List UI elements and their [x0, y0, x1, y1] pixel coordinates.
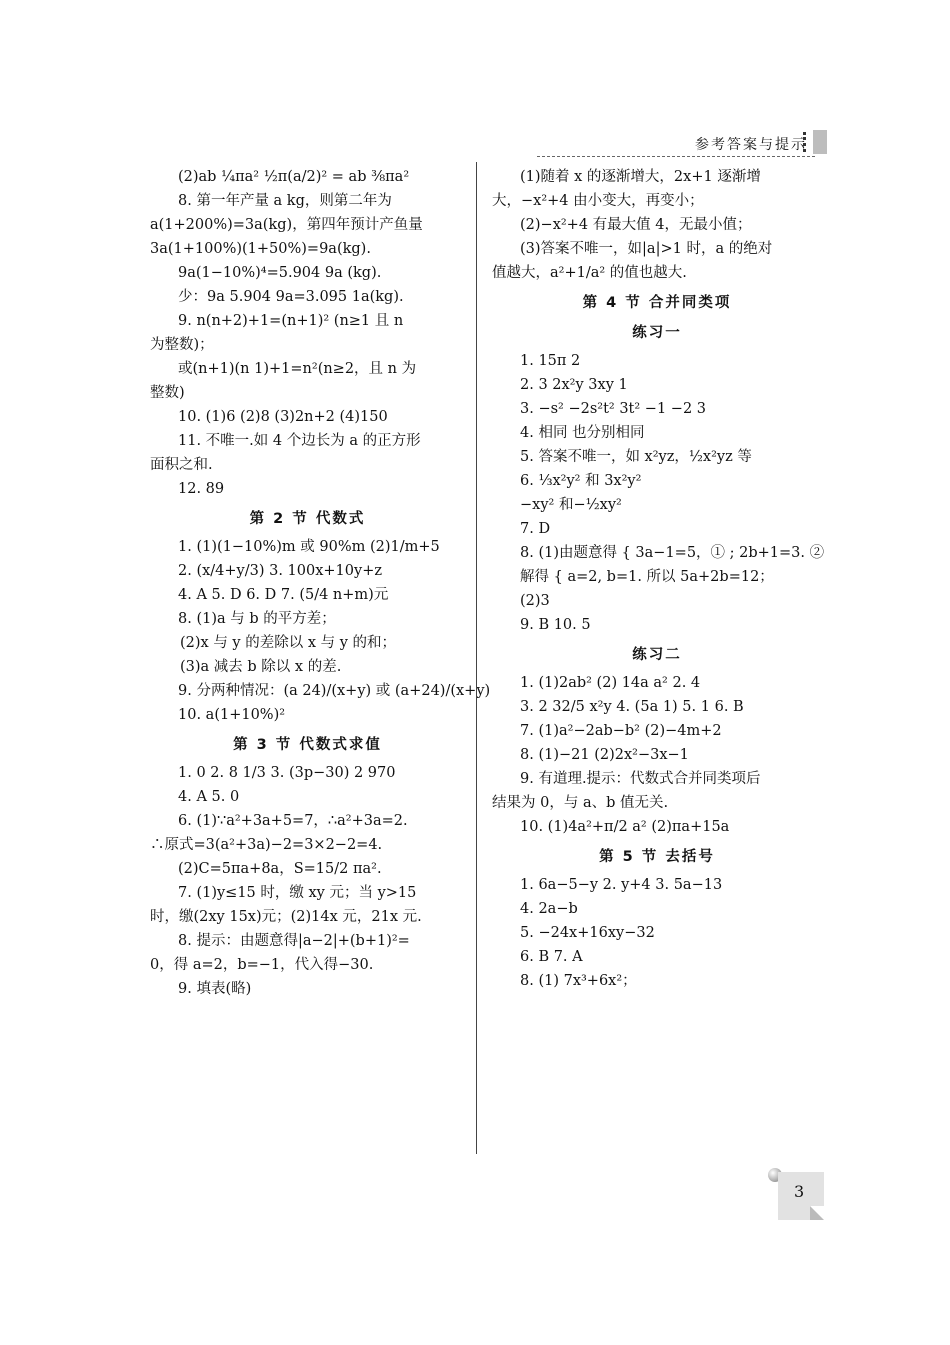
- answer-line: 0，得 a=2，b=−1，代入得−30.: [150, 957, 374, 973]
- answer-line: 8. (1)a 与 b 的平方差；: [178, 611, 336, 627]
- answer-line: 2. (x/4+y/3) 3. 100x+10y+z: [178, 563, 382, 579]
- answer-line: 5. −24x+16xy−32: [520, 925, 655, 941]
- answer-line: 1. 15π 2: [520, 353, 581, 369]
- answer-line: 结果为 0，与 a、b 值无关.: [492, 795, 669, 811]
- answer-line: 整数): [150, 385, 185, 401]
- section-heading: 第 4 节 合并同类项: [582, 295, 732, 311]
- section-heading: 第 3 节 代数式求值: [233, 737, 382, 753]
- answer-line: 6. (1)∵a²+3a+5=7，∴a²+3a=2.: [178, 813, 408, 829]
- answer-line: −xy² 和−½xy²: [520, 497, 622, 513]
- answer-line: 10. (1)4a²+π/2 a² (2)πa+15a: [520, 819, 730, 835]
- answer-line: 10. (1)6 (2)8 (3)2n+2 (4)150: [178, 409, 388, 425]
- answer-line: 为整数)；: [150, 337, 214, 353]
- answer-line: 或(n+1)(n 1)+1=n²(n≥2，且 n 为: [178, 361, 417, 377]
- answer-line: (1)随着 x 的逐渐增大，2x+1 逐渐增: [520, 169, 761, 185]
- answer-line: 大，−x²+4 由小变大，再变小；: [492, 193, 704, 209]
- answer-line: 解得 { a=2, b=1. 所以 5a+2b=12；: [520, 569, 774, 585]
- answer-line: 9. 填表(略): [178, 981, 252, 997]
- answer-line: 3. 2 32/5 x²y 4. (5a 1) 5. 1 6. B: [520, 699, 744, 715]
- page-number-tab: [778, 1172, 824, 1220]
- page-fold-decoration: [810, 1206, 824, 1220]
- answer-line: 3. −s² −2s²t² 3t² −1 −2 3: [520, 401, 707, 417]
- section-heading: 第 2 节 代数式: [249, 511, 366, 527]
- header-dashed-rule: [537, 156, 815, 157]
- answer-line: a(1+200%)=3a(kg)，第四年预计产鱼量: [150, 217, 423, 233]
- answer-line: 时，缴(2xy 15x)元；(2)14x 元，21x 元.: [150, 909, 422, 925]
- answer-line: 1. (1)(1−10%)m 或 90%m (2)1/m+5: [178, 539, 440, 555]
- answer-line: 7. D: [520, 521, 551, 537]
- answer-line: 9. B 10. 5: [520, 617, 591, 633]
- answer-line: 9. n(n+2)+1=(n+1)² (n≥1 且 n: [178, 313, 404, 329]
- answer-line: 10. a(1+10%)²: [178, 707, 286, 723]
- answer-line: 9. 分两种情况：(a 24)/(x+y) 或 (a+24)/(x+y): [178, 683, 491, 699]
- answer-line: (2)ab ¼πa² ½π(a/2)² = ab ⅜πa²: [178, 169, 410, 185]
- page-number: 3: [794, 1182, 805, 1201]
- answer-line: 8. 第一年产量 a kg，则第二年为: [178, 193, 392, 209]
- answer-line: 8. (1) 7x³+6x²；: [520, 973, 637, 989]
- answer-line: 6. B 7. A: [520, 949, 583, 965]
- answer-line: 11. 不唯一.如 4 个边长为 a 的正方形: [178, 433, 421, 449]
- answer-line: 1. (1)2ab² (2) 14a a² 2. 4: [520, 675, 701, 691]
- answer-line: 少：9a 5.904 9a=3.095 1a(kg).: [178, 289, 404, 305]
- answer-line: 9. 有道理.提示：代数式合并同类项后: [520, 771, 761, 787]
- answer-line: (3)a 减去 b 除以 x 的差.: [180, 659, 342, 675]
- right-column: [492, 165, 825, 993]
- answer-line: 4. A 5. D 6. D 7. (5/4 n+m)元: [178, 587, 389, 603]
- running-header: [537, 130, 827, 156]
- section-heading: 练习一: [632, 325, 682, 341]
- answer-line: (3)答案不唯一，如|a|>1 时，a 的绝对: [520, 241, 773, 257]
- answer-line: 1. 0 2. 8 1/3 3. (3p−30) 2 970: [178, 765, 396, 781]
- section-heading: 练习二: [632, 647, 682, 663]
- answer-line: 8. (1)由题意得 { 3a−1=5，① ; 2b+1=3. ②: [520, 545, 825, 561]
- answer-line: ∴原式=3(a²+3a)−2=3×2−2=4.: [150, 837, 383, 853]
- answer-line: 4. 2a−b: [520, 901, 578, 917]
- answer-line: 2. 3 2x²y 3xy 1: [520, 377, 628, 393]
- answer-line: 4. A 5. 0: [178, 789, 240, 805]
- answer-line: 值越大，a²+1/a² 的值也越大.: [492, 265, 687, 281]
- answer-line: 9a(1−10%)⁴=5.904 9a (kg).: [178, 265, 382, 281]
- answer-line: (2)−x²+4 有最大值 4，无最小值；: [520, 217, 752, 233]
- answer-line: 7. (1)a²−2ab−b² (2)−4m+2: [520, 723, 722, 739]
- header-title: 参考答案与提示: [695, 137, 807, 153]
- answer-line: (2)x 与 y 的差除以 x 与 y 的和；: [180, 635, 397, 651]
- answer-line: 7. (1)y≤15 时，缴 xy 元；当 y>15: [178, 885, 417, 901]
- answer-line: 4. 相同 也分别相同: [520, 425, 645, 441]
- answer-line: 6. ⅓x²y² 和 3x²y²: [520, 473, 642, 489]
- answer-line: (2)C=5πa+8a，S=15/2 πa².: [178, 861, 382, 877]
- answer-line: 1. 6a−5−y 2. y+4 3. 5a−13: [520, 877, 723, 893]
- section-heading: 第 5 节 去括号: [599, 849, 715, 865]
- header-dots-decoration: [803, 132, 809, 152]
- header-bar-decoration: [813, 130, 827, 154]
- answer-line: 8. (1)−21 (2)2x²−3x−1: [520, 747, 689, 763]
- answer-line: 3a(1+100%)(1+50%)=9a(kg).: [150, 241, 371, 257]
- answer-line: 面积之和.: [150, 457, 213, 473]
- answer-line: 12. 89: [178, 481, 225, 497]
- answer-line: (2)3: [520, 593, 550, 609]
- answer-line: 5. 答案不唯一，如 x²yz，½x²yz 等: [520, 449, 752, 465]
- column-divider: [476, 162, 477, 1154]
- left-column: [150, 165, 491, 1001]
- answer-line: 8. 提示：由题意得|a−2|+(b+1)²=: [178, 933, 410, 949]
